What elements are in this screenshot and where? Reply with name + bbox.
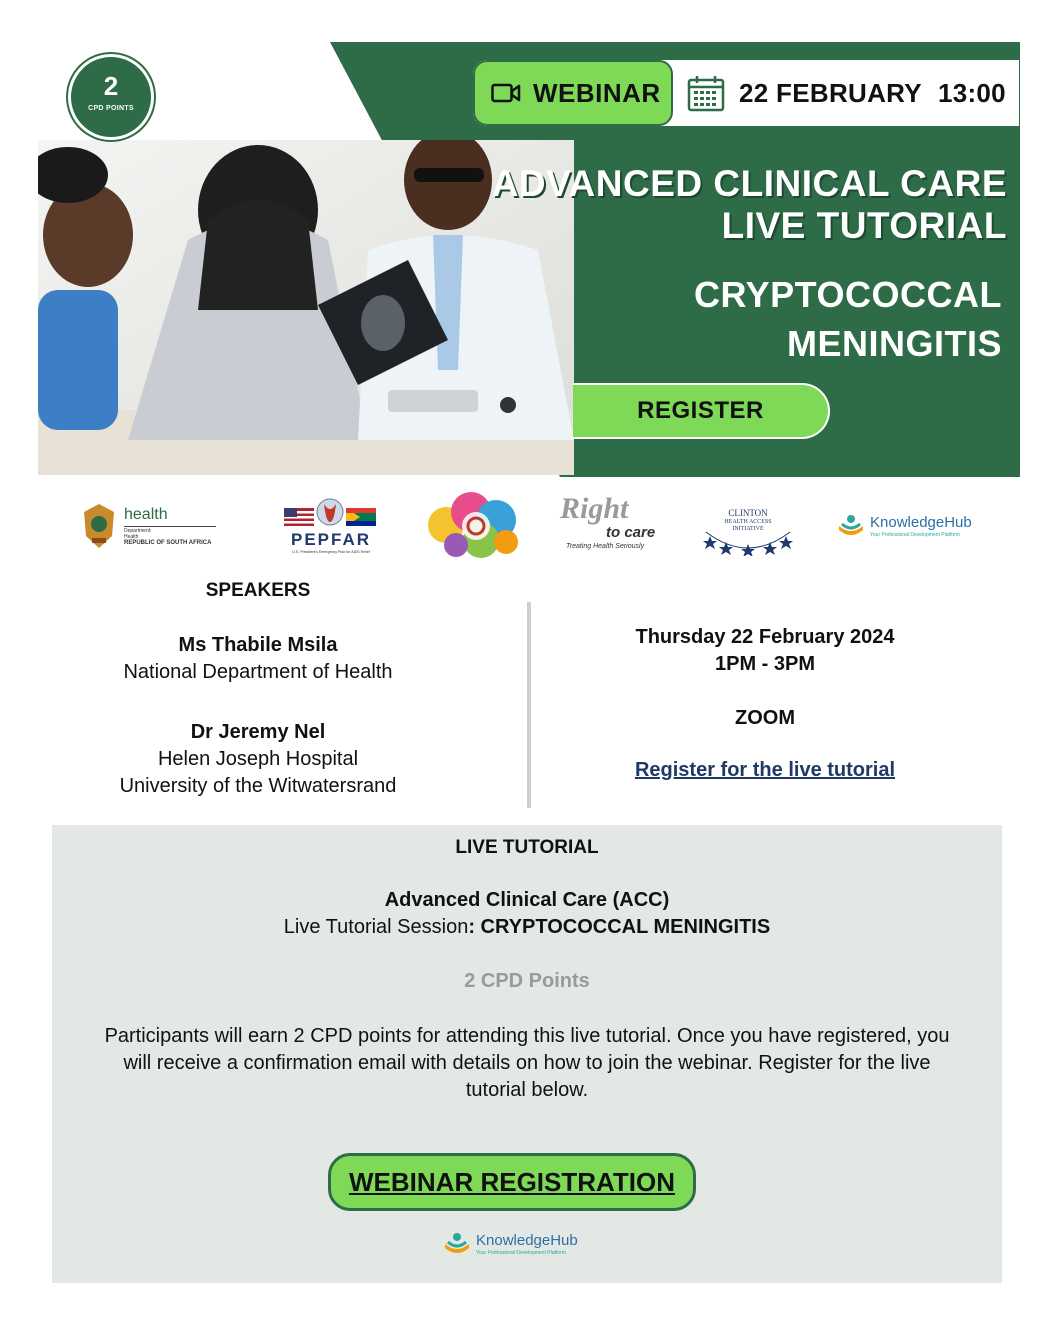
speaker-1-org: National Department of Health [123, 661, 393, 683]
cpd-badge-number: 2 [103, 71, 119, 101]
logo-knowledgehub [836, 512, 986, 544]
colorful-emblem-icon [426, 490, 524, 560]
logo-right-to-care [558, 492, 662, 556]
info-course: Advanced Clinical Care (ACC) [384, 889, 670, 911]
hero-title-line2: LIVE TUTORIAL [721, 205, 1007, 246]
health-logo-line1: Department: [124, 528, 152, 534]
pepfar-logo-tagline: U.S. President's Emergency Plan for AIDS Relief [292, 550, 370, 554]
live-tutorial-info-box [52, 825, 1002, 1283]
logo-colorful-emblem [426, 490, 524, 560]
info-points: 2 CPD Points [464, 970, 590, 992]
footer-logo-knowledgehub [442, 1230, 592, 1262]
register-button[interactable]: REGISTER [573, 383, 830, 439]
event-banner [473, 60, 1019, 126]
detail-date: Thursday 22 February 2024 [635, 626, 895, 648]
register-live-tutorial-link[interactable]: Register for the live tutorial [634, 759, 896, 781]
detail-time: 1PM - 3PM [714, 653, 816, 675]
info-session-topic: CRYPTOCOCCAL MENINGITIS [480, 916, 771, 938]
health-logo-word: health [124, 506, 168, 523]
event-time: 13:00 [937, 77, 1006, 108]
info-paragraph [52, 1023, 1002, 1104]
video-camera-icon [491, 82, 521, 104]
knowledgehub-icon [836, 512, 866, 542]
speaker-2-name: Dr Jeremy Nel [190, 721, 326, 743]
logo-clinton-health [700, 502, 796, 556]
info-para-line3: tutorial below. [465, 1079, 589, 1101]
speaker-1-name: Ms Thabile Msila [178, 634, 338, 656]
speakers-section [90, 580, 426, 800]
coat-of-arms-icon [80, 502, 118, 550]
speakers-heading: SPEAKERS [205, 580, 311, 601]
info-session [52, 916, 1002, 939]
info-session-colon: : [468, 916, 481, 938]
hero-title-line1: ADVANCED CLINICAL CARE [491, 163, 1007, 204]
cpd-points-badge [68, 54, 154, 140]
webinar-registration-button[interactable]: WEBINAR REGISTRATION [328, 1153, 696, 1211]
health-logo-line3: REPUBLIC OF SOUTH AFRICA [124, 540, 212, 546]
footer-knowledgehub-word: KnowledgeHub [476, 1232, 578, 1249]
hero-subtitle [694, 270, 1002, 368]
knowledgehub-icon [442, 1230, 472, 1260]
flags-icon [284, 496, 376, 528]
clinton-line2: HEALTH ACCESS [724, 519, 772, 525]
clinton-line1: CLINTON [728, 508, 768, 518]
footer-knowledgehub-tagline: Your Professional Development Platform [476, 1250, 566, 1256]
knowledgehub-word: KnowledgeHub [870, 514, 972, 531]
event-details-section [600, 624, 930, 782]
pepfar-logo-word: PEPFAR [290, 530, 372, 549]
right-to-care-word1: Right [560, 492, 629, 525]
logo-health-sa [80, 502, 220, 552]
vertical-divider [527, 602, 531, 808]
event-date: 22 FEBRUARY [739, 77, 922, 108]
info-heading: LIVE TUTORIAL [455, 837, 599, 858]
info-para-line1: Participants will earn 2 CPD points for attending this live tutorial. Once you have registered, you [104, 1025, 950, 1047]
calendar-icon [687, 74, 725, 112]
webinar-label: WEBINAR [533, 77, 661, 108]
hero-subtitle-line2: MENINGITIS [786, 323, 1002, 364]
info-para-line2: will receive a confirmation email with details on how to join the webinar. Register for the live [123, 1052, 931, 1074]
health-logo-line2: Health [124, 534, 139, 540]
cpd-badge-label: CPD POINTS [88, 105, 134, 112]
right-to-care-word2: to care [606, 524, 656, 541]
right-to-care-tagline: Treating Health Seriously [566, 543, 645, 550]
event-date-time [687, 60, 1006, 126]
webinar-pill [473, 60, 673, 126]
logo-pepfar [284, 496, 378, 556]
hero-title [492, 163, 1007, 247]
speaker-2-org2: University of the Witwatersrand [119, 775, 397, 797]
detail-platform: ZOOM [735, 707, 795, 729]
info-session-prefix: Live Tutorial Session [283, 916, 469, 938]
hero-subtitle-line1: CRYPTOCOCCAL [693, 274, 1002, 315]
speaker-2-org1: Helen Joseph Hospital [157, 748, 359, 770]
clinton-line3: INITIATIVE [732, 526, 764, 532]
knowledgehub-tagline: Your Professional Development Platform [870, 532, 960, 538]
